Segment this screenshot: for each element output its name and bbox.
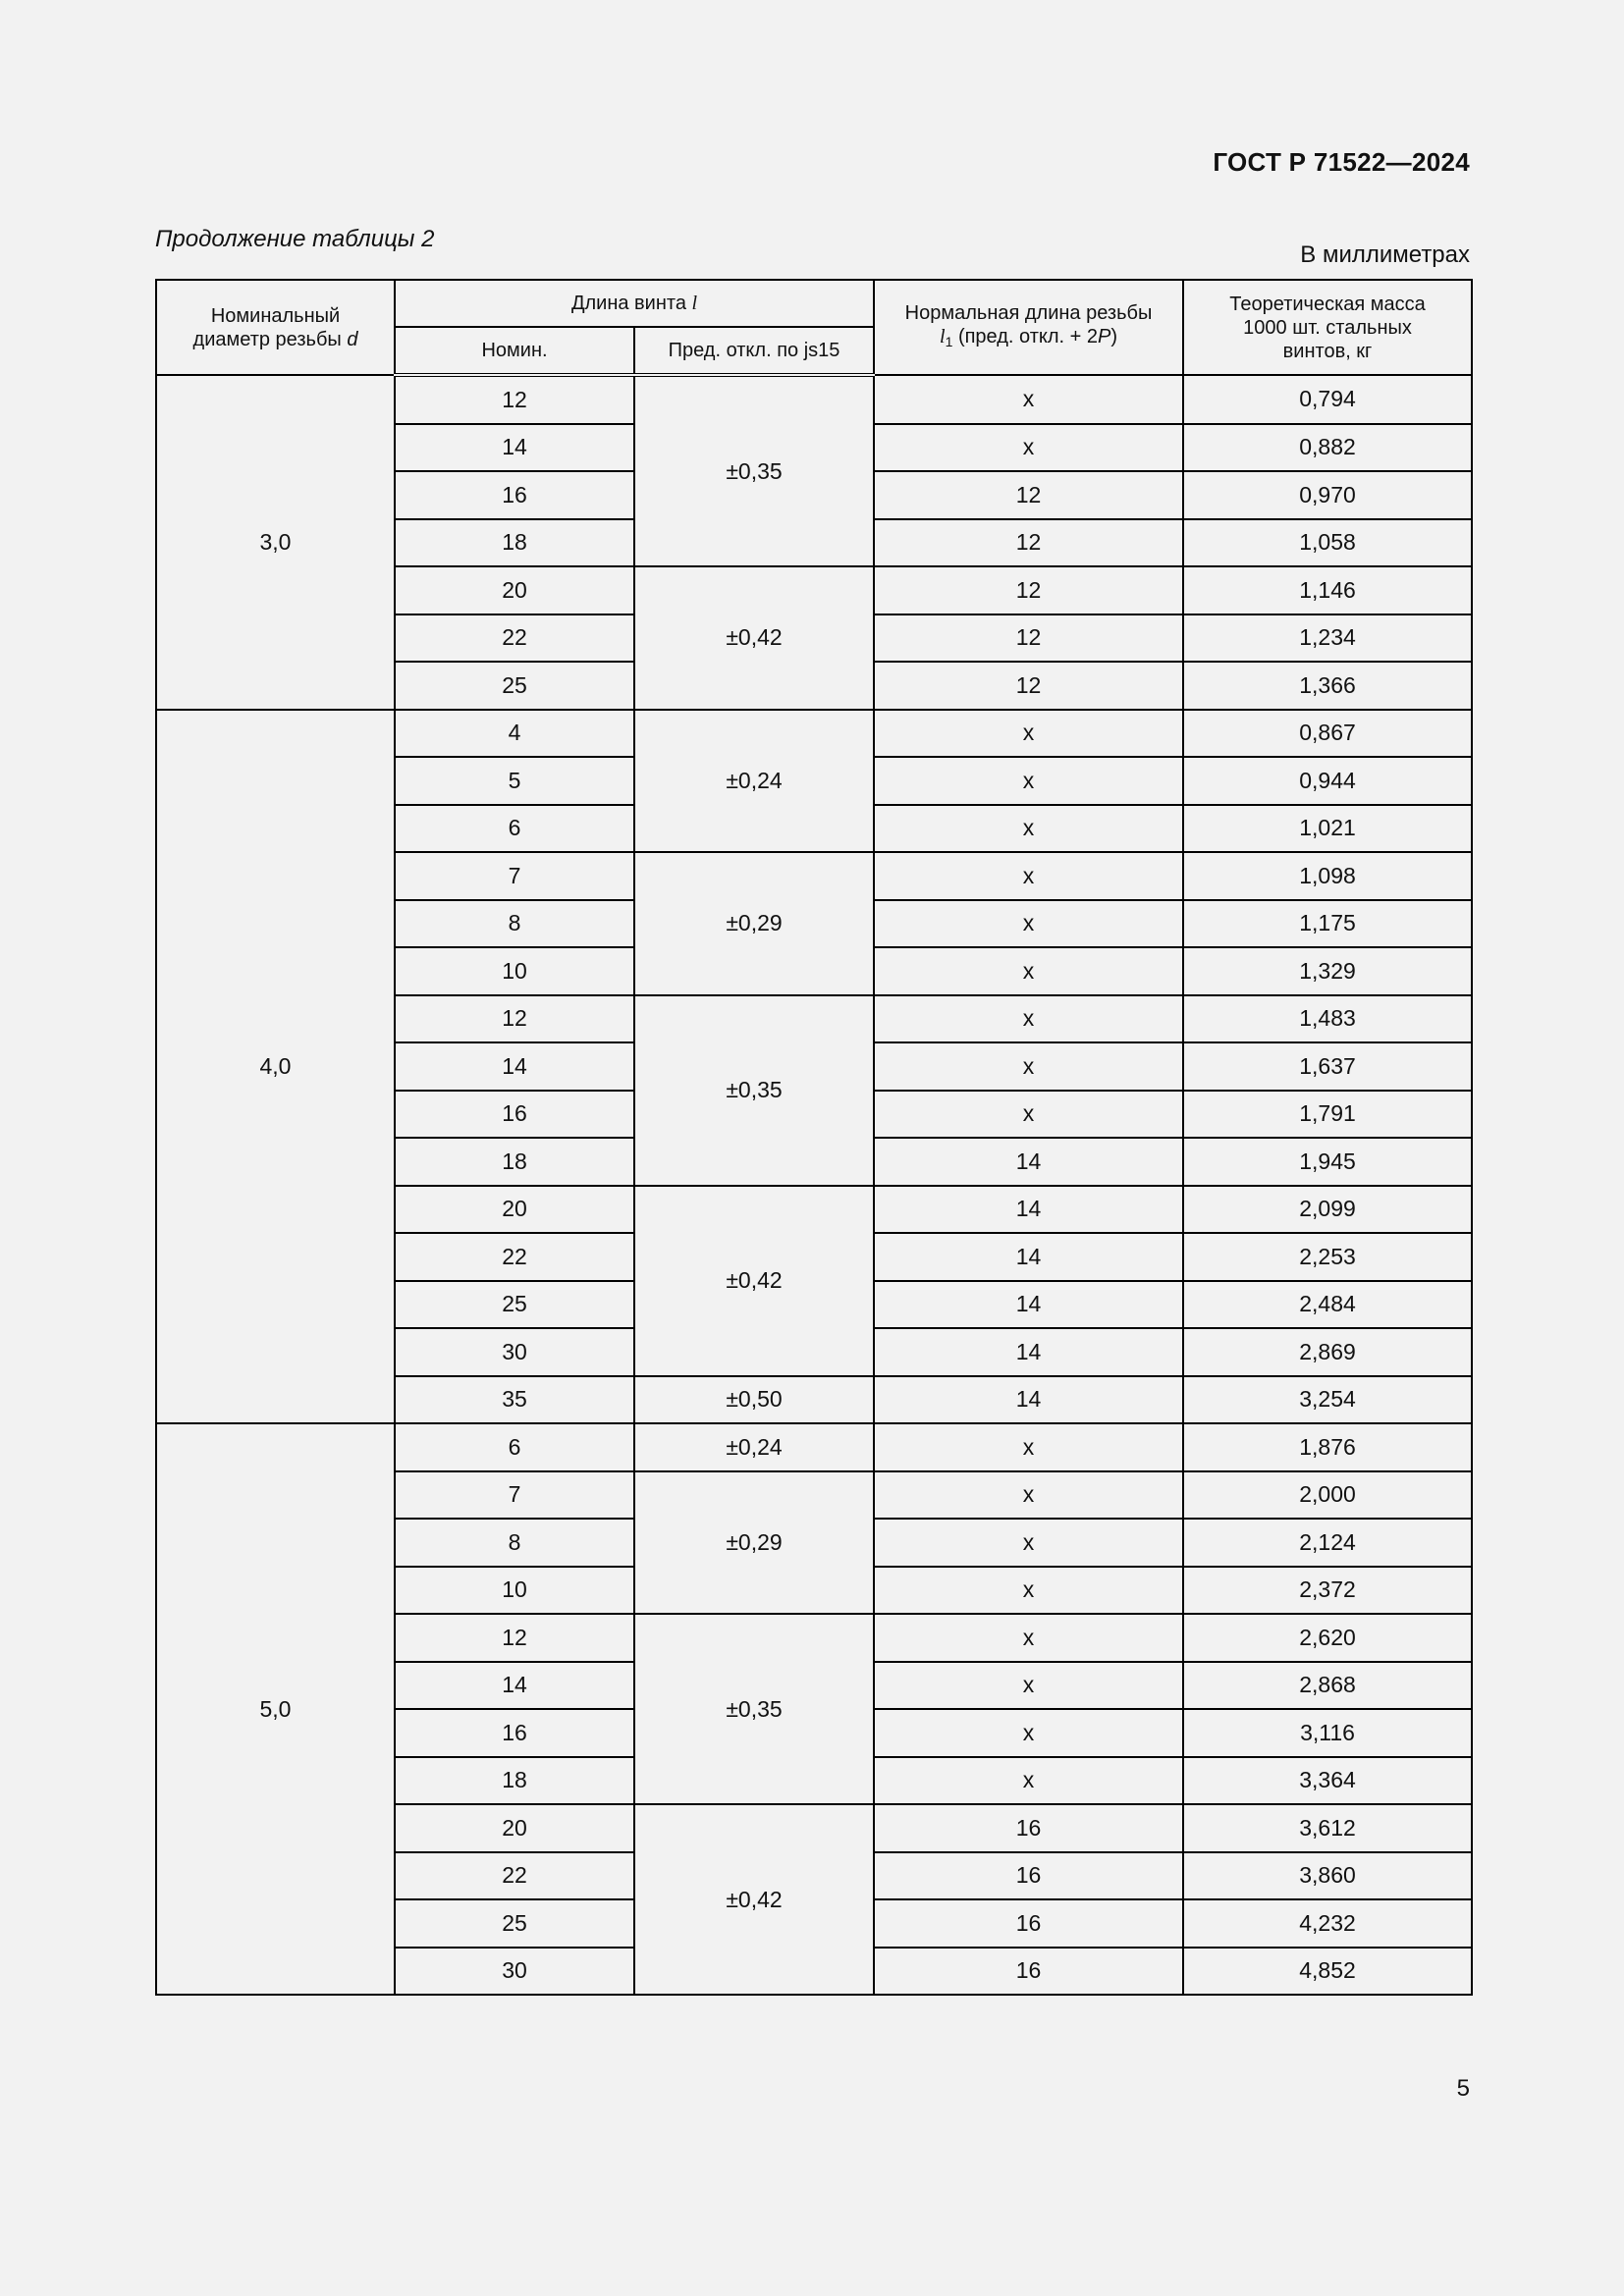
header-tolerance: Пред. откл. по js15 <box>634 327 874 375</box>
thread-length-cell: x <box>874 900 1183 948</box>
nominal-length-cell: 30 <box>395 1328 634 1376</box>
nominal-length-cell: 8 <box>395 1519 634 1567</box>
mass-cell: 2,000 <box>1183 1471 1472 1520</box>
mass-cell: 1,791 <box>1183 1091 1472 1139</box>
mass-cell: 1,098 <box>1183 852 1472 900</box>
tolerance-cell: ±0,42 <box>634 1186 874 1376</box>
mass-cell: 4,852 <box>1183 1948 1472 1996</box>
nominal-length-cell: 30 <box>395 1948 634 1996</box>
mass-cell: 0,867 <box>1183 710 1472 758</box>
nominal-length-cell: 14 <box>395 424 634 472</box>
mass-cell: 2,484 <box>1183 1281 1472 1329</box>
thread-length-cell: x <box>874 1757 1183 1805</box>
mass-cell: 2,099 <box>1183 1186 1472 1234</box>
nominal-length-cell: 8 <box>395 900 634 948</box>
mass-cell: 3,254 <box>1183 1376 1472 1424</box>
nominal-length-cell: 6 <box>395 1423 634 1471</box>
nominal-length-cell: 5 <box>395 757 634 805</box>
mass-cell: 1,021 <box>1183 805 1472 853</box>
thread-length-cell: x <box>874 1519 1183 1567</box>
mass-cell: 0,882 <box>1183 424 1472 472</box>
nominal-length-cell: 25 <box>395 1899 634 1948</box>
thread-length-cell: x <box>874 1091 1183 1139</box>
nominal-length-cell: 20 <box>395 566 634 614</box>
nominal-length-cell: 12 <box>395 1614 634 1662</box>
thread-length-cell: x <box>874 710 1183 758</box>
thread-length-cell: x <box>874 424 1183 472</box>
thread-length-cell: 12 <box>874 662 1183 710</box>
mass-cell: 1,175 <box>1183 900 1472 948</box>
table-body <box>156 375 1472 1995</box>
mass-cell: 2,869 <box>1183 1328 1472 1376</box>
nominal-length-cell: 14 <box>395 1042 634 1091</box>
nominal-length-cell: 20 <box>395 1804 634 1852</box>
thread-length-cell: x <box>874 1709 1183 1757</box>
document-code: ГОСТ Р 71522—2024 <box>1213 147 1470 177</box>
nominal-length-cell: 6 <box>395 805 634 853</box>
mass-cell: 1,058 <box>1183 519 1472 567</box>
thread-length-cell: 14 <box>874 1233 1183 1281</box>
mass-cell: 3,860 <box>1183 1852 1472 1900</box>
thread-length-cell: x <box>874 1423 1183 1471</box>
diameter-cell: 5,0 <box>156 1423 395 1995</box>
diameter-cell: 4,0 <box>156 710 395 1424</box>
mass-cell: 0,794 <box>1183 375 1472 424</box>
nominal-length-cell: 12 <box>395 995 634 1043</box>
nominal-length-cell: 25 <box>395 662 634 710</box>
nominal-length-cell: 10 <box>395 1567 634 1615</box>
thread-length-cell: 16 <box>874 1899 1183 1948</box>
mass-cell: 1,945 <box>1183 1138 1472 1186</box>
nominal-length-cell: 10 <box>395 947 634 995</box>
thread-length-cell: x <box>874 1614 1183 1662</box>
thread-length-cell: 12 <box>874 519 1183 567</box>
tolerance-cell: ±0,29 <box>634 852 874 995</box>
nominal-length-cell: 35 <box>395 1376 634 1424</box>
thread-length-cell: x <box>874 375 1183 424</box>
nominal-length-cell: 4 <box>395 710 634 758</box>
thread-length-cell: 14 <box>874 1186 1183 1234</box>
nominal-length-cell: 22 <box>395 1233 634 1281</box>
diameter-cell: 3,0 <box>156 375 395 710</box>
mass-cell: 1,146 <box>1183 566 1472 614</box>
thread-length-cell: 12 <box>874 566 1183 614</box>
mass-cell: 4,232 <box>1183 1899 1472 1948</box>
tolerance-cell: ±0,50 <box>634 1376 874 1424</box>
mass-cell: 0,944 <box>1183 757 1472 805</box>
page-number: 5 <box>1456 2075 1470 2102</box>
nominal-length-cell: 22 <box>395 1852 634 1900</box>
thread-length-cell: x <box>874 947 1183 995</box>
thread-length-cell: x <box>874 995 1183 1043</box>
tolerance-cell: ±0,42 <box>634 566 874 710</box>
mass-cell: 2,868 <box>1183 1662 1472 1710</box>
thread-length-cell: 12 <box>874 614 1183 663</box>
tolerance-cell: ±0,29 <box>634 1471 874 1615</box>
units-note: В миллиметрах <box>1300 241 1470 268</box>
thread-length-cell: 14 <box>874 1281 1183 1329</box>
thread-length-cell: 16 <box>874 1948 1183 1996</box>
nominal-length-cell: 18 <box>395 519 634 567</box>
table-row <box>156 1423 1472 1471</box>
mass-cell: 3,612 <box>1183 1804 1472 1852</box>
nominal-length-cell: 18 <box>395 1138 634 1186</box>
nominal-length-cell: 7 <box>395 1471 634 1520</box>
thread-length-cell: 14 <box>874 1328 1183 1376</box>
table-row <box>156 710 1472 758</box>
thread-length-cell: 16 <box>874 1804 1183 1852</box>
nominal-length-cell: 20 <box>395 1186 634 1234</box>
tolerance-cell: ±0,35 <box>634 375 874 566</box>
tolerance-cell: ±0,42 <box>634 1804 874 1995</box>
screw-spec-table <box>155 279 1473 1996</box>
mass-cell: 2,124 <box>1183 1519 1472 1567</box>
thread-length-cell: x <box>874 757 1183 805</box>
header-theoretical-mass: Теоретическая масса 1000 шт. стальных винтов, кг <box>1183 280 1472 375</box>
header-nominal: Номин. <box>395 327 634 375</box>
nominal-length-cell: 25 <box>395 1281 634 1329</box>
nominal-length-cell: 16 <box>395 1709 634 1757</box>
tolerance-cell: ±0,24 <box>634 710 874 853</box>
thread-length-cell: 12 <box>874 471 1183 519</box>
nominal-length-cell: 16 <box>395 1091 634 1139</box>
mass-cell: 3,116 <box>1183 1709 1472 1757</box>
nominal-length-cell: 7 <box>395 852 634 900</box>
nominal-length-cell: 12 <box>395 375 634 424</box>
thread-length-cell: x <box>874 1042 1183 1091</box>
header-thread-length: Нормальная длина резьбы $l_1$ (пред. откл. + 2P) <box>874 280 1183 375</box>
mass-cell: 1,234 <box>1183 614 1472 663</box>
mass-cell: 2,372 <box>1183 1567 1472 1615</box>
nominal-length-cell: 14 <box>395 1662 634 1710</box>
table-continuation-caption: Продолжение таблицы 2 <box>155 226 435 252</box>
thread-length-cell: x <box>874 1662 1183 1710</box>
nominal-length-cell: 18 <box>395 1757 634 1805</box>
tolerance-cell: ±0,35 <box>634 1614 874 1804</box>
mass-cell: 1,876 <box>1183 1423 1472 1471</box>
tolerance-cell: ±0,35 <box>634 995 874 1186</box>
thread-length-cell: 14 <box>874 1138 1183 1186</box>
thread-length-cell: 14 <box>874 1376 1183 1424</box>
mass-cell: 3,364 <box>1183 1757 1472 1805</box>
thread-length-cell: x <box>874 1567 1183 1615</box>
mass-cell: 0,970 <box>1183 471 1472 519</box>
nominal-length-cell: 16 <box>395 471 634 519</box>
tolerance-cell: ±0,24 <box>634 1423 874 1471</box>
header-screw-length: Длина винта l <box>395 280 874 327</box>
mass-cell: 1,366 <box>1183 662 1472 710</box>
mass-cell: 1,483 <box>1183 995 1472 1043</box>
header-diameter: Номинальный диаметр резьбы d <box>156 280 395 375</box>
mass-cell: 2,620 <box>1183 1614 1472 1662</box>
mass-cell: 2,253 <box>1183 1233 1472 1281</box>
thread-length-cell: x <box>874 1471 1183 1520</box>
mass-cell: 1,637 <box>1183 1042 1472 1091</box>
thread-length-cell: 16 <box>874 1852 1183 1900</box>
nominal-length-cell: 22 <box>395 614 634 663</box>
thread-length-cell: x <box>874 805 1183 853</box>
mass-cell: 1,329 <box>1183 947 1472 995</box>
table-row <box>156 375 1472 424</box>
thread-length-cell: x <box>874 852 1183 900</box>
